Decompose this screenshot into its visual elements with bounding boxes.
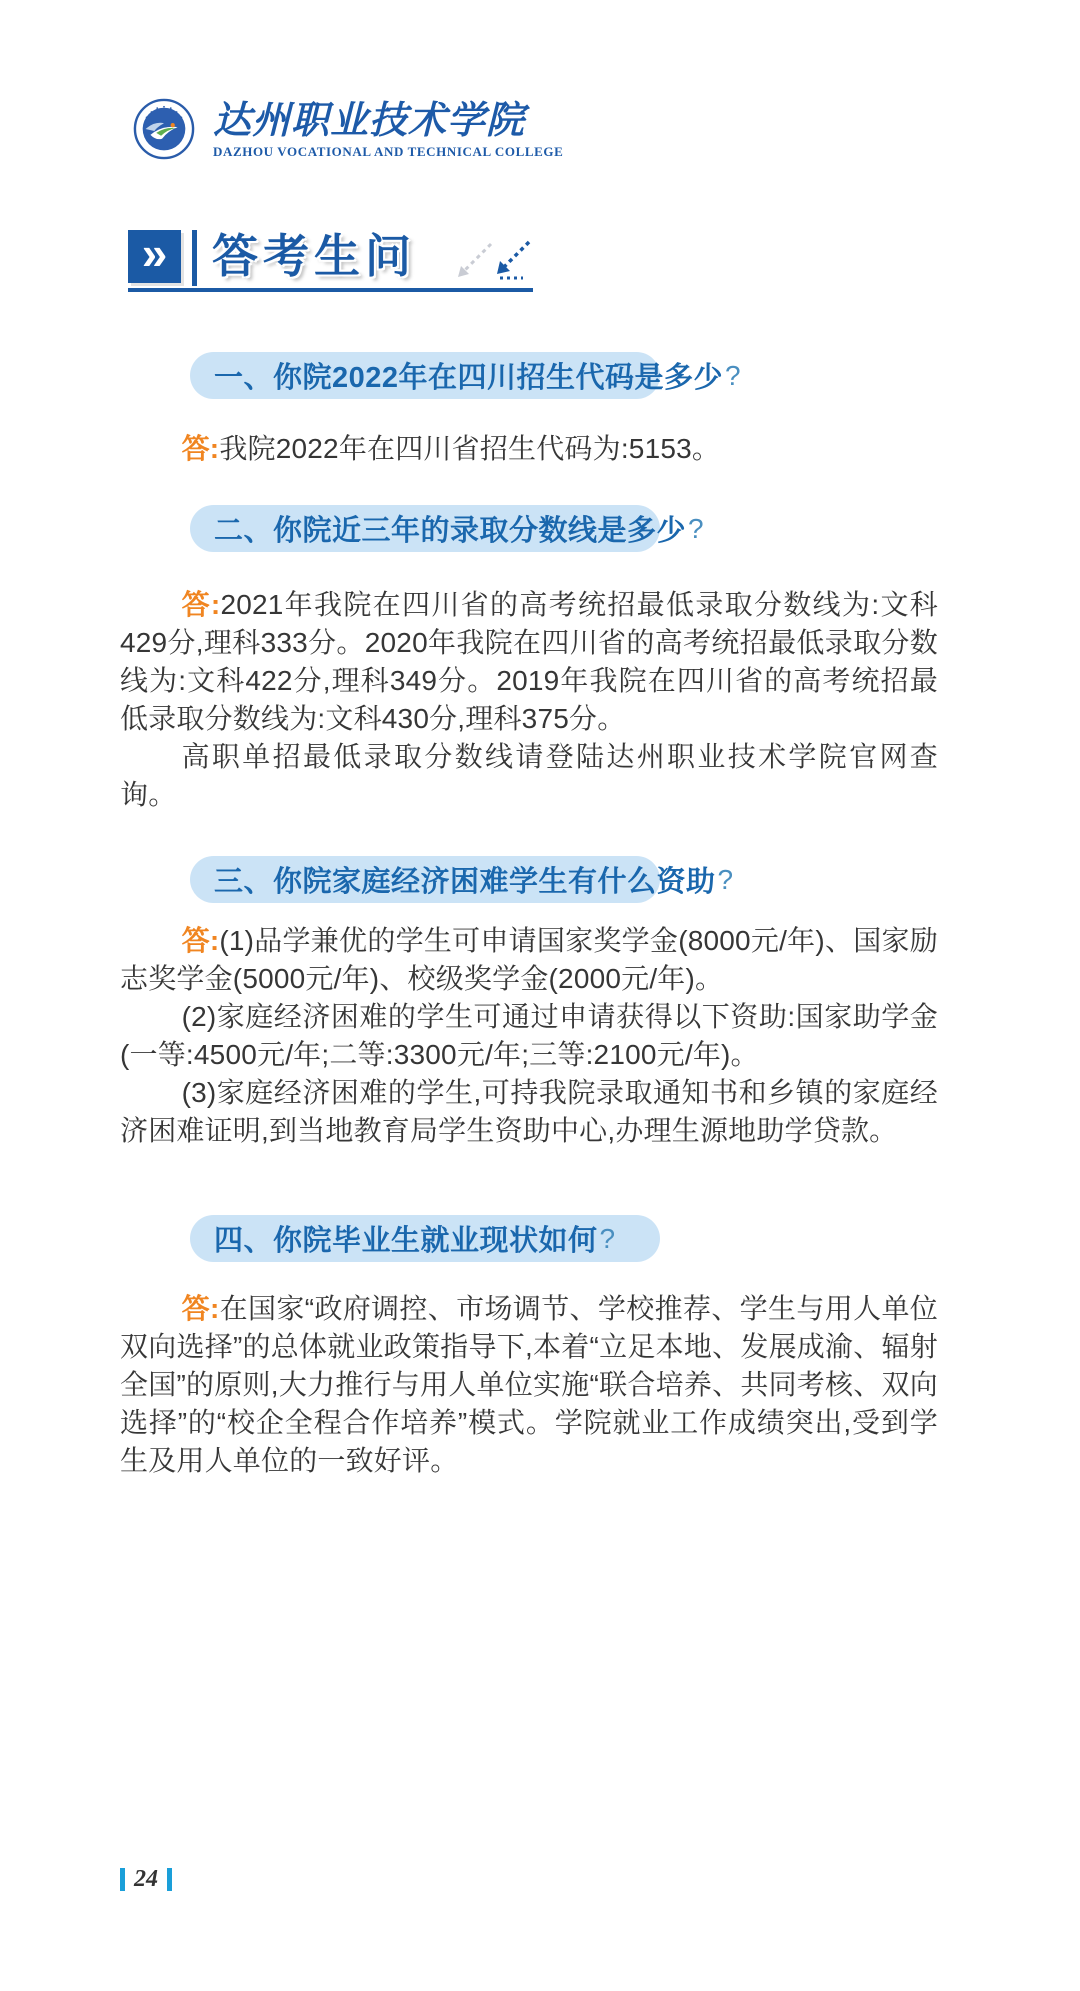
answer-paragraph [120,738,938,814]
answer-text: 在国家“政府调控、市场调节、学校推荐、学生与用人单位双向选择”的总体就业政策指导下,本着“立足本地、发展成渝、辐射全国”的原则,大力推行与用人单位实施“联合培养、共同考核、双向选择”的“校企全程合作培养”模式。学院就业工作成绩突出,受到学生及用人单位的一致好评。 [120,1293,938,1476]
answer-text: (3)家庭经济困难的学生,可持我院录取通知书和乡镇的家庭经济困难证明,到当地教育局学生资助中心,办理生源地助学贷款。 [120,1077,938,1146]
answer-paragraph [120,586,938,738]
answer-text: (2)家庭经济困难的学生可通过申请获得以下资助:国家助学金(一等:4500元/年;二等:3300元/年;三等:2100元/年)。 [120,1001,938,1070]
page-number-left-bar [120,1868,125,1891]
answer-block-4 [120,1290,938,1480]
answer-prefix: 答: [181,589,221,620]
answer-paragraph [120,1074,938,1150]
answer-prefix: 答: [181,925,220,956]
question-mark: ? [725,359,741,391]
dashed-arrows-decoration [453,238,535,290]
answer-paragraph [120,998,938,1074]
answer-prefix: 答: [181,433,220,464]
header-divider-bar [192,230,197,286]
answer-block-3 [120,922,938,1150]
page-footer [120,1866,172,1893]
answer-text: 2021年我院在四川省的高考统招最低录取分数线为:文科429分,理科333分。2020年我院在四川省的高考统招最低录取分数线为:文科422分,理科349分。2019年我院在四川省的高考统招最低录取分数线为:文科430分,理科375分。 [120,589,938,734]
answer-text: 高职单招最低录取分数线请登陆达州职业技术学院官网查询。 [120,741,938,810]
answer-paragraph [120,430,938,468]
page-number: 24 [134,1866,158,1892]
answer-text: 我院2022年在四川省招生代码为:5153。 [219,433,721,464]
answer-paragraph [120,922,938,998]
college-name-en: DAZHOU VOCATIONAL AND TECHNICAL COLLEGE [213,144,564,159]
page-number-right-bar [167,1868,172,1891]
college-name-block [213,98,563,160]
question-text: 三、你院家庭经济困难学生有什么资助 [214,866,716,898]
question-bar-3 [190,856,734,903]
question-mark: ? [688,512,704,544]
question-text: 一、你院2022年在四川招生代码是多少 [214,362,724,394]
question-bar-2 [190,505,704,552]
answer-block-1 [120,430,938,468]
college-logo [133,98,563,160]
section-header [128,226,568,292]
question-bar-1 [190,352,741,399]
question-text: 二、你院近三年的录取分数线是多少 [214,515,687,547]
question-bar-4 [190,1215,660,1262]
question-mark: ? [717,863,734,895]
chevron-glyph: » [141,226,168,279]
answer-block-2 [120,586,938,814]
college-emblem-icon [133,98,195,160]
question-mark: ? [599,1222,616,1254]
answer-prefix: 答: [181,1293,220,1324]
answer-paragraph [120,1290,938,1480]
page-title: 答考生问 [212,230,416,282]
college-name-cn: 达州职业技术学院 [213,97,526,142]
question-text: 四、你院毕业生就业现状如何 [214,1225,598,1257]
answer-text: (1)品学兼优的学生可申请国家奖学金(8000元/年)、国家励志奖学金(5000元/年)、校级奖学金(2000元/年)。 [120,925,939,994]
double-chevron-icon [128,226,181,283]
